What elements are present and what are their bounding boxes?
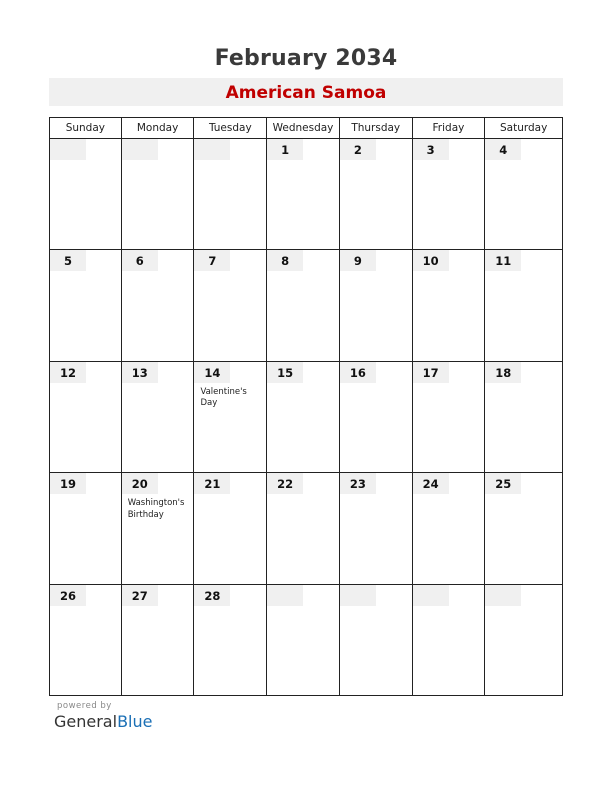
day-number: 5	[63, 254, 72, 269]
day-tab	[194, 139, 230, 160]
day-number: 15	[277, 365, 294, 380]
day-number: 19	[59, 477, 76, 492]
day-cell[interactable]	[122, 473, 195, 583]
day-number: 20	[131, 477, 148, 492]
week-row	[50, 473, 562, 584]
day-cell[interactable]	[50, 585, 122, 696]
day-cell[interactable]	[50, 139, 122, 249]
week-row	[50, 362, 562, 473]
day-number: 24	[422, 477, 439, 492]
day-tab	[50, 139, 86, 160]
day-cell[interactable]	[413, 139, 486, 249]
generalblue-logo[interactable]	[54, 712, 152, 731]
day-cell[interactable]	[122, 362, 195, 472]
week-row	[50, 139, 562, 250]
day-cell[interactable]	[267, 139, 340, 249]
day-number: 13	[131, 365, 148, 380]
day-tab	[340, 585, 376, 606]
day-number: 10	[422, 254, 439, 269]
day-number: 17	[422, 365, 439, 380]
day-number: 6	[135, 254, 144, 269]
region-banner	[49, 78, 563, 106]
day-cell[interactable]	[194, 585, 267, 696]
weekday-header-3: Wednesday	[267, 118, 340, 138]
day-cell[interactable]	[267, 585, 340, 696]
day-number: 11	[495, 254, 512, 269]
day-tab	[413, 585, 449, 606]
weekday-header-5: Friday	[413, 118, 486, 138]
day-tab	[267, 585, 303, 606]
day-cell[interactable]	[267, 362, 340, 472]
day-cell[interactable]	[50, 473, 122, 583]
holiday-label: Valentine's Day	[200, 386, 247, 409]
day-cell[interactable]	[50, 362, 122, 472]
day-cell[interactable]	[122, 250, 195, 360]
calendar-weeks	[50, 139, 562, 696]
weekday-header-2: Tuesday	[194, 118, 267, 138]
day-cell[interactable]	[194, 473, 267, 583]
day-number: 1	[281, 143, 290, 157]
day-number: 12	[59, 365, 76, 380]
weekday-header-6: Saturday	[500, 122, 548, 134]
weekday-header-4: Thursday	[340, 118, 413, 138]
day-cell[interactable]	[340, 139, 413, 249]
day-cell[interactable]	[50, 250, 122, 360]
week-row	[50, 585, 562, 696]
week-row	[50, 250, 562, 361]
day-number: 26	[59, 588, 76, 603]
day-cell[interactable]	[485, 473, 562, 583]
day-cell[interactable]	[340, 473, 413, 583]
day-number: 27	[131, 588, 148, 603]
day-number: 7	[208, 254, 217, 269]
day-tab	[122, 139, 158, 160]
day-cell[interactable]	[267, 473, 340, 583]
day-cell[interactable]	[340, 362, 413, 472]
day-number: 21	[204, 477, 221, 492]
region-name: American Samoa	[225, 83, 387, 103]
day-number: 28	[204, 588, 221, 603]
day-cell[interactable]	[413, 250, 486, 360]
calendar-grid	[49, 117, 563, 696]
day-cell[interactable]	[485, 362, 562, 472]
day-cell[interactable]	[194, 250, 267, 360]
day-number: 22	[277, 477, 294, 492]
day-number: 25	[495, 477, 512, 492]
day-cell[interactable]	[413, 473, 486, 583]
powered-by-label: powered by	[57, 701, 112, 711]
logo-blue: Blue	[117, 712, 153, 731]
day-cell[interactable]	[485, 139, 562, 249]
day-cell[interactable]	[122, 139, 195, 249]
day-cell[interactable]	[485, 250, 562, 360]
day-number: 23	[349, 477, 366, 492]
day-number: 3	[426, 143, 435, 157]
day-cell[interactable]	[340, 585, 413, 696]
day-cell[interactable]	[413, 585, 486, 696]
day-number: 18	[495, 365, 512, 380]
day-cell[interactable]	[413, 362, 486, 472]
weekday-header-1: Monday	[122, 118, 195, 138]
day-number: 8	[281, 254, 290, 269]
logo-general: General	[54, 712, 118, 731]
day-number: 16	[349, 365, 366, 380]
day-number: 14	[204, 365, 221, 380]
day-cell[interactable]	[194, 139, 267, 249]
day-number: 4	[499, 143, 508, 157]
day-cell[interactable]	[267, 250, 340, 360]
day-tab	[485, 585, 521, 606]
day-cell[interactable]	[485, 585, 562, 696]
day-cell[interactable]	[194, 362, 267, 472]
weekday-header-row	[50, 118, 562, 139]
day-number: 9	[353, 254, 362, 269]
day-cell[interactable]	[340, 250, 413, 360]
day-number: 2	[353, 143, 362, 157]
day-cell[interactable]	[122, 585, 195, 696]
page-title: February 2034	[214, 46, 398, 71]
weekday-header-0: Sunday	[50, 118, 122, 138]
holiday-label: Washington's Birthday	[127, 498, 185, 520]
